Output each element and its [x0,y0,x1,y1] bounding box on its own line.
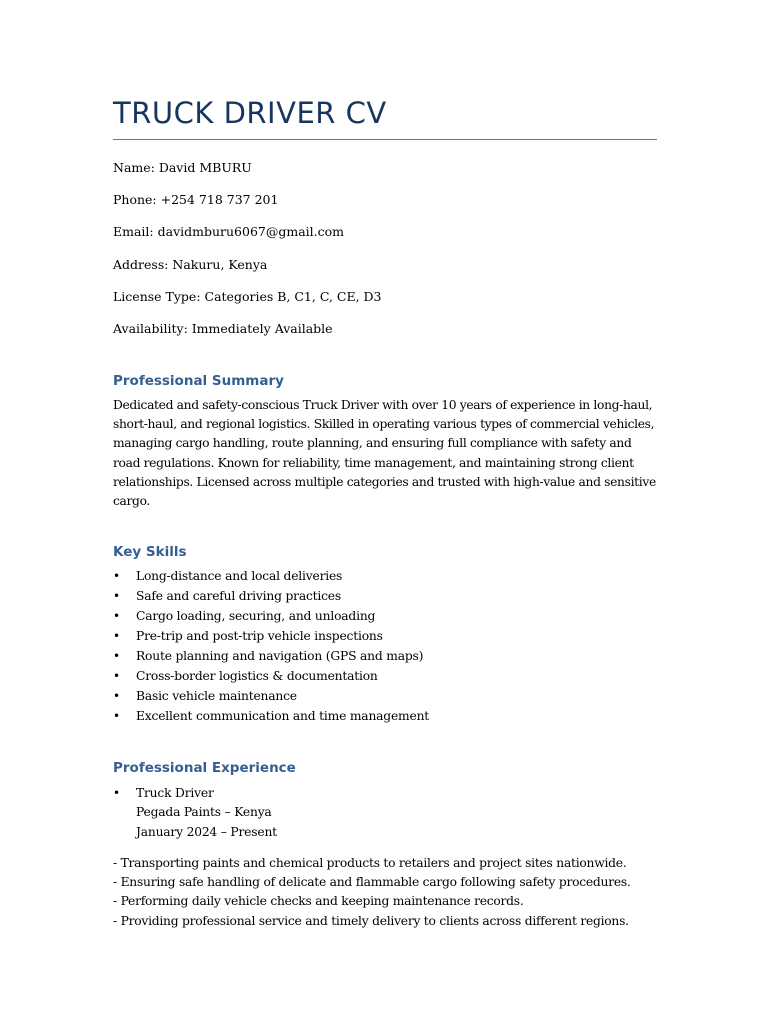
job-company: Pegada Paints – Kenya [136,805,272,820]
contact-license: License Type: Categories B, C1, C, CE, D3 [113,289,382,304]
contact-name: Name: David MBURU [113,160,252,175]
bullet-dot: • [113,689,120,703]
skill-text: Safe and careful driving practices [136,589,341,603]
summary-text: Dedicated and safety-conscious Truck Driver with over 10 years of experience in long-haul, short-haul, and regional logistics. Skilled in operating various types of commercial vehicles, managing cargo handling, route planning, and ensuring full compliance with safety and road regulations. Known for reliability, time management, and maintaining strong client relationships. Licensed across multiple categories and trusted with high-value and sensitive cargo. [113,398,656,509]
summary-heading: Professional Summary [113,373,284,389]
skill-item [113,706,429,726]
skill-text: Pre-trip and post-trip vehicle inspections [136,629,383,643]
experience-heading: Professional Experience [113,760,296,776]
skill-text: Cargo loading, securing, and unloading [136,609,376,623]
skills-heading: Key Skills [113,544,187,560]
duty-item: - Transporting paints and chemical products to retailers and project sites nationwide. [113,856,627,870]
job-duties [113,854,631,931]
contact-availability: Availability: Immediately Available [113,321,333,336]
bullet-dot: • [113,569,120,583]
bullet-dot: • [113,589,120,603]
duty-item: - Performing daily vehicle checks and keeping maintenance records. [113,894,524,909]
contact-phone: Phone: +254 718 737 201 [113,192,279,207]
duty-item: - Providing professional service and timely delivery to clients across different regions. [113,913,629,928]
job-period: January 2024 – Present [136,824,277,839]
skill-text: Route planning and navigation (GPS and maps) [136,649,424,663]
bullet-dot: • [113,709,120,723]
document-title: TRUCK DRIVER CV [113,96,387,130]
skill-text: Long-distance and local deliveries [136,569,343,583]
skill-item [113,686,429,706]
skill-item [113,586,429,606]
skill-text: Basic vehicle maintenance [136,689,297,703]
job-entry [113,784,277,842]
skill-text: Excellent communication and time management [136,709,430,723]
bullet-dot: • [113,649,120,663]
bullet-dot: • [113,629,120,643]
job-role: Truck Driver [136,786,214,800]
bullet-dot: • [113,609,120,623]
contact-address: Address: Nakuru, Kenya [113,257,268,272]
contact-email: Email: davidmburu6067@gmail.com [113,224,345,239]
job-bullet: • [113,786,121,800]
bullet-dot: • [113,669,120,683]
skill-text: Cross-border logistics & documentation [136,669,378,683]
skill-item [113,606,429,626]
duty-item: - Ensuring safe handling of delicate and flammable cargo following safety procedures. [113,875,631,890]
title-underline [113,139,657,140]
skill-item [113,566,429,586]
skill-item [113,626,429,646]
skills-list [113,566,429,726]
skill-item [113,666,429,686]
skill-item [113,646,429,666]
